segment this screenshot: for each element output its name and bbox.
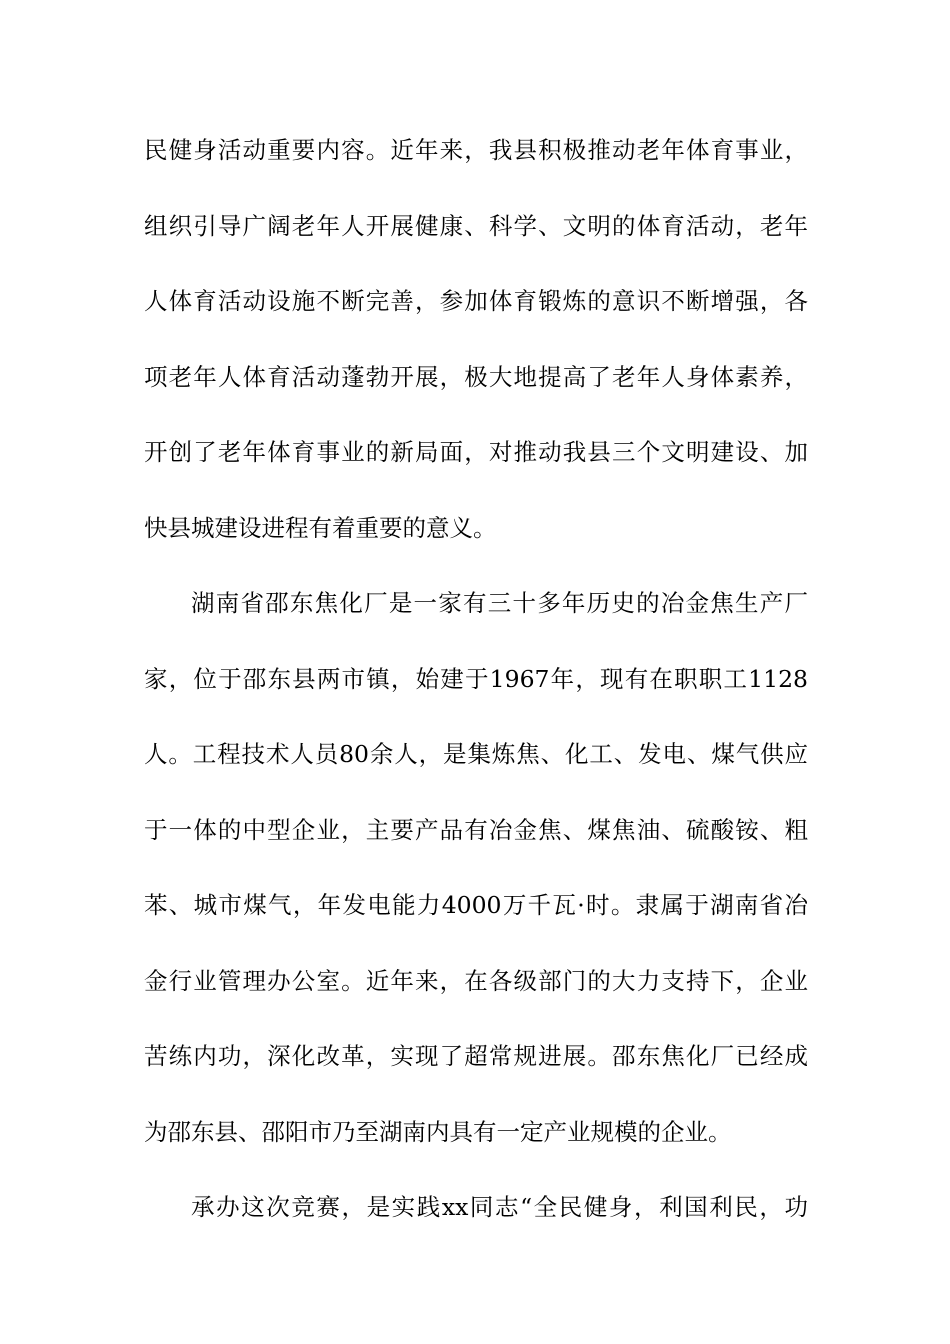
text-line: 金行业管理办公室。近年来，在各级部门的大力支持下，企业 [144, 966, 808, 995]
text-line: 为邵东县、邵阳市乃至湖南内具有一定产业规模的企业。 [144, 1117, 732, 1146]
text-line: 民健身活动重要内容。近年来，我县积极推动老年体育事业， [144, 136, 808, 164]
text-line: 人。工程技术人员80余人，是集炼焦、化工、发电、煤气供应 [144, 740, 808, 768]
text-line: 组织引导广阔老年人开展健康、科学、文明的体育活动，老年 [144, 211, 808, 240]
text-line: 苯、城市煤气，年发电能力4000万千瓦·时。隶属于湖南省冶 [144, 891, 808, 919]
text-line: 于一体的中型企业，主要产品有冶金焦、煤焦油、硫酸铵、粗 [144, 815, 808, 844]
text-line: 家，位于邵东县两市镇，始建于1967年，现有在职职工1128 [144, 664, 808, 693]
text-line: 快县城建设进程有着重要的意义。 [144, 513, 497, 542]
text-line: 人体育活动设施不断完善，参加体育锻炼的意识不断增强，各 [144, 287, 808, 315]
text-line: 开创了老年体育事业的新局面，对推动我县三个文明建设、加 [144, 438, 808, 466]
text-line: 湖南省邵东焦化厂是一家有三十多年历史的冶金焦生产厂 [191, 589, 808, 617]
text-line: 苦练内功，深化改革，实现了超常规进展。邵东焦化厂已经成 [144, 1042, 808, 1070]
text-line: 承办这次竞赛，是实践xx同志“全民健身，利国利民，功 [191, 1193, 808, 1221]
body-text [144, 130, 808, 1263]
text-line: 项老年人体育活动蓬勃开展，极大地提高了老年人身体素养， [144, 362, 808, 391]
